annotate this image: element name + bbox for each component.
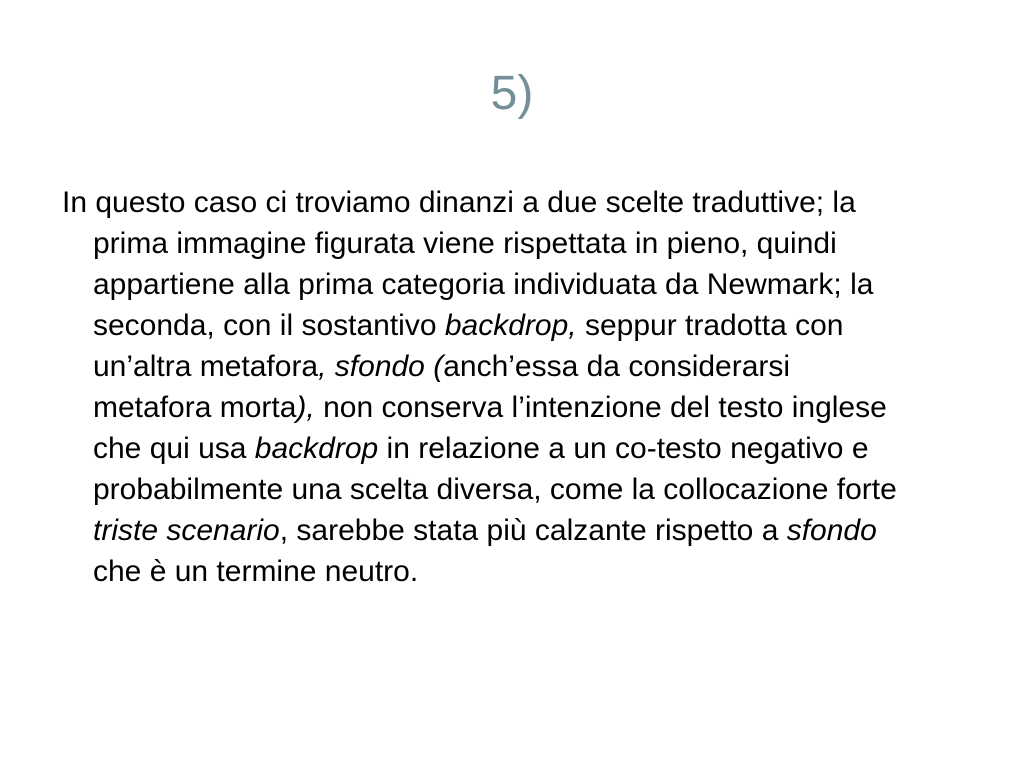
body-italic-segment: backdrop, xyxy=(444,309,577,342)
body-text-segment: in relazione a un co-testo negativo e probabilmente una scelta diversa, come la collocazione forte xyxy=(93,432,897,506)
body-text-segment: seppur tradotta con un’altra metafora xyxy=(93,309,844,383)
body-text-segment: In questo caso ci troviamo dinanzi a due scelte traduttive; la prima immagine figurata viene rispettata in pieno, quindi appartiene alla prima categoria individuata da Newmark; la seconda, con il sostantivo xyxy=(62,186,874,342)
body-text-segment: non conserva l’intenzione del testo inglese che qui usa xyxy=(93,391,887,465)
body-italic-segment: sfondo xyxy=(786,514,877,547)
slide-body-paragraph xyxy=(62,182,913,592)
body-italic-segment: triste scenario xyxy=(93,514,280,547)
body-italic-segment: ), xyxy=(296,391,315,424)
body-text-segment: , sarebbe stata più calzante rispetto a xyxy=(279,514,787,547)
body-text-segment: anch’essa da considerarsi metafora morta xyxy=(93,350,791,424)
body-text-segment: che è un termine neutro. xyxy=(93,555,419,588)
body-italic-segment: backdrop xyxy=(254,432,379,465)
body-italic-segment: , sfondo ( xyxy=(318,350,444,383)
slide-title: 5) xyxy=(490,67,534,120)
